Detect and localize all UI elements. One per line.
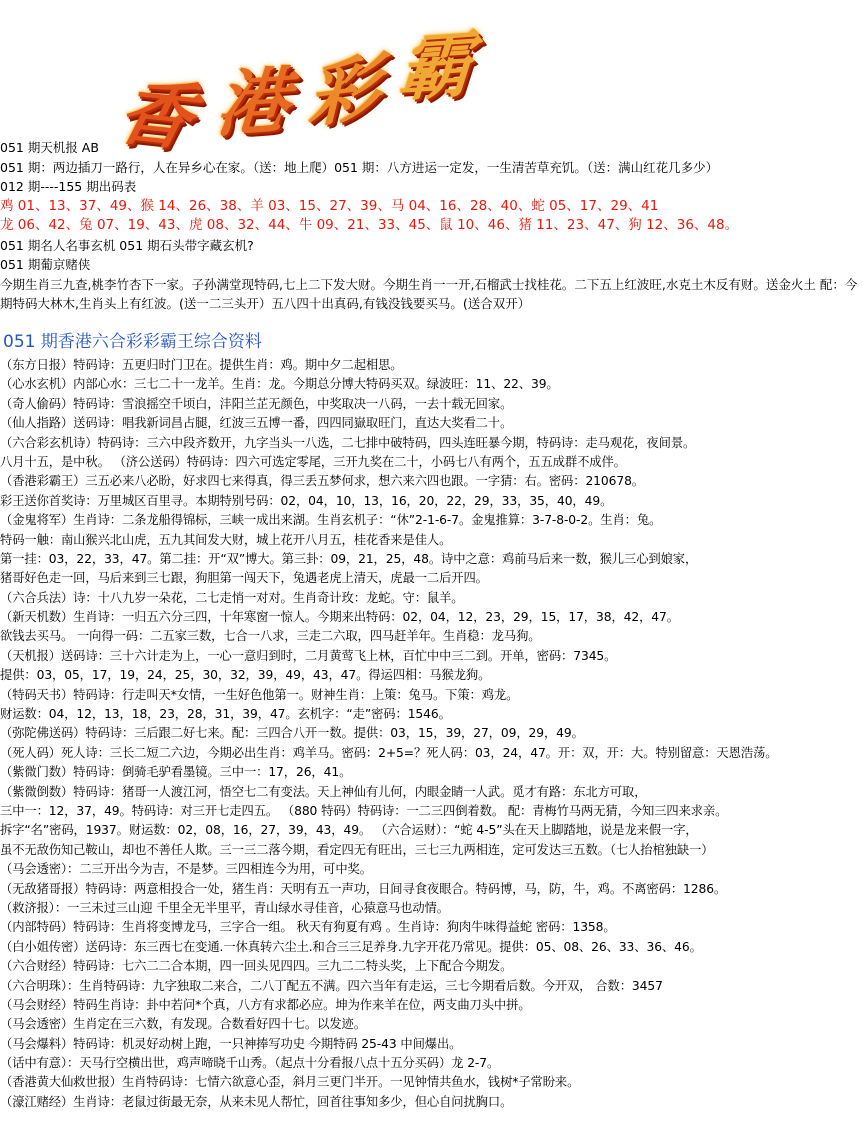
- gambler-paragraph: 今期生肖三九查,桃李竹杏下一家。子孙满堂现特码,七上二下发大财。今期生肖一一开,石榴武士找桂花。二下五上红波旺,水克土木反有财。送金火土 配：今期特码大林木,生肖头上有红波。(送一二三头开）五八四十出真码,有钱没钱要买马。(送合双开）: [0, 276, 858, 311]
- hong-kong-caiba-logo: [110, 20, 538, 163]
- tip-row: 特码一触：南山猴兴北山虎，五九其间发大财，城上花开八月五，桂花香来是佳人。: [0, 532, 452, 547]
- logo-lettering: [110, 20, 547, 163]
- tip-row: （马会透密）：二三开出今为吉，不是梦。三四相连今为用，可中奖。: [0, 862, 372, 877]
- tip-row: （紫微门数）特码诗：倒骑毛驴看墨镜。三中一：17，26，41。: [0, 765, 352, 780]
- tip-row: （马会透密）生肖定在三六数，有发现。合数看好四十七。以发迹。: [0, 1017, 366, 1032]
- logo-char: 霸: [395, 20, 493, 112]
- tip-row: （马会爆料）特码诗：机灵好动树上跑，一只神捧写功史 今期特码 25-43 中间爆出。: [0, 1036, 462, 1051]
- code-table-heading: 012 期----155 期出码表: [0, 179, 137, 194]
- tip-row: （仙人指路）送码诗：唱我新词昌占腿，红波三五博一番，四四同嶽取旺门，直达大奖看二十。: [0, 416, 513, 431]
- tip-row: （香港彩霸王）三五必来八必盼，好求四七来得真，得三丢五梦何求，想六来六四也跟。一字猜：右。密码：210678。: [0, 474, 644, 489]
- tip-row: （无敌猪哥报）特码诗：两意相投合一处，猪生肖：天明有五一声功，日间寻食夜眼合。特码博，马，防，牛，鸡。不离密码：1286。: [0, 881, 727, 896]
- tip-row: （金鬼将军）生肖诗：二条龙船得锦标，三峡一成出来湖。生肖玄机子：“休”2-1-6-7。金鬼推算：3-7-8-0-2。生肖：兔。: [0, 513, 662, 528]
- tip-row: （东方日报）特码诗：五更归时门卫在。提供生肖：鸡。期中夕二起相思。: [0, 358, 403, 372]
- tip-row: （六合兵法）诗：十八九岁一朵花，二七走悄一对对。生肖奇计玫：龙蛇。守：鼠羊。: [0, 590, 464, 605]
- issue-verse-line: 051 期：两边插刀一路行，人在异乡心在家。（送：地上爬）051 期：八方进运一定发，一生清苦草充饥。（送：满山红花几多少）: [0, 159, 719, 175]
- tip-row: （天机报）送码诗：三十六计走为上，一心一意归到时，二月黄莺飞上林，百忙中中三二到。开单，密码：7345。: [0, 648, 617, 663]
- tip-row: （白小姐传密）送码诗：东三西七在变通.一休真转六尘土.和合三三足养身.九字开花乃常见。提供：05、08、26、33、36、46。: [0, 939, 702, 954]
- tip-row: 第一挂：03，22，33，47。第二挂：开“双”博大。第三卦：09，21，25，48。诗中之意：鸡前马后来一数，猴儿三心到娘家，: [0, 551, 698, 566]
- tip-row: （六合彩玄机诗）特码诗：三六中段齐数开，九字当头一八选，二七排中破特码，四头连旺暴今期，特码诗：走马观花，夜间景。: [0, 435, 696, 450]
- tip-row: （马会财经）特码生肖诗：卦中若问*个真，八方有求都必应。坤为作来羊在位，两支曲刀头中拼。: [0, 997, 531, 1012]
- tip-row: （话中有意）：天马行空横出世，鸡声啼晓千山秀。（起点十分看报八点十五分买码）龙 2-7。: [0, 1056, 500, 1071]
- tip-row: （内部特码）特码诗：生肖将变博龙马，三字合一组。 秋天有狗夏有鸡 。生肖诗：狗肉牛味得益蛇 密码：1358。: [0, 920, 616, 935]
- tip-row: （救济报）：一三未过三山迎 千里全无半里平，青山绿水寻佳音，心猿意马也动情。: [0, 900, 449, 915]
- tip-row: 提供：03，05，17，19，24，25，30，32，39，49，43，47。得运四相：马猴龙狗。: [0, 668, 491, 683]
- tip-row: （新天机数）生肖诗：一归五六分三四，十年寒窗一惊人。今期来出特码：02，04，12，23，29，15，17，38，42，47。: [0, 610, 679, 625]
- tip-row: 三中一：12，37，49。特码诗：对三开七走四五。 （880 特码）特码诗：一二三四倒着数。 配：青梅竹马两无猜，今知三四来求亲。: [0, 803, 728, 818]
- tip-row: 八月十五，是中秋。 （济公送码）特码诗：四六可选定零尾，三开九奖在二十，小码七八有两个，五五成群不成伴。: [0, 454, 626, 469]
- tip-row: （六合明珠）：生肖特码诗：九字独取二来合，二八丁配五不满。四六当年有走运，三七今期看后数。今开双， 合数：3457: [0, 978, 663, 993]
- tip-row: （心水玄机）内部心水：三七二十一龙羊。生肖：龙。今期总分博大特码买双。绿波旺：11、22、39。: [0, 377, 559, 392]
- tip-row: 欲钱去买马。 一向得一码：二五家三数，七合一八求，三走二六取，四马赶羊年。生肖稳：龙马狗。: [0, 629, 541, 644]
- issue-line: 051 期天机报 AB: [0, 140, 99, 155]
- tip-row: 拆字“名”密码，1937。财运数：02，08，16，27，39，43，49。 （六合运财）：“蛇 4-5”头在天上脚踏地，说是龙来假一字，: [0, 823, 698, 838]
- tip-row: （紫微倒数）特码诗：猪哥一人渡江河，悟空七二有变法。天上神仙有儿何，内眼金睛一人武。觅才有路：东北方可取，: [0, 784, 647, 799]
- tip-row: （特码天书）特码诗：行走叫天*女情，一生好色他第一。财神生肖：上策：兔马。下策：鸡龙。: [0, 687, 519, 702]
- tip-row: （六合财经）特码诗：七六二二合本期，四一回头见四四。三九二二特头奖，上下配合今期发。: [0, 959, 513, 974]
- tip-row: 彩王送你首奖诗：万里城区百里寻。本期特别号码：02，04，10，13，16，20，22，29，33，35，40，49。: [0, 493, 613, 508]
- gambler-heading: 051 期葡京赌侠: [0, 257, 91, 272]
- header-info-block: [0, 138, 863, 314]
- mystery-line: 051 期名人名事玄机 051 期石头带字藏玄机?: [0, 237, 254, 253]
- tip-row: （香港黄大仙救世报）生肖特码诗：七情六欲意心歪，斜月三更门半开。一见钟情共鱼水，钱树*子常盼来。: [0, 1075, 580, 1090]
- zodiac-number-row: 鸡 01、13、37、49、猴 14、26、38、羊 03、15、27、39、马 04、16、28、40、蛇 05、17、29、41: [0, 197, 659, 214]
- logo-char: 彩: [307, 41, 399, 138]
- tip-row: （濠江赌经）生肖诗：老鼠过街最无奈，从来未见人帮忙，回首往事知多少，但心自问扰胸口。: [0, 1094, 513, 1109]
- tip-row: 猪哥好色走一回，马后来到三七跟，狗胆第一闯天下，兔遇老虎上清天，虎最一二后开四。: [0, 571, 488, 586]
- tip-row: 虽不无敌伤知己鞍山，却也不善任人欺。三一三二落今期，看定四无有旺出，三七三九两相连，定可发达三五数。（七人抬棺独缺一）: [0, 842, 714, 857]
- zodiac-number-row: 龙 06、42、兔 07、19、43、虎 08、32、44、牛 09、21、33、45、鼠 10、46、猪 11、23、47、狗 12、36、48。: [0, 217, 739, 233]
- tips-list: [0, 356, 860, 1112]
- section-title: 051 期香港六合彩彩霸王综合资料: [3, 332, 262, 352]
- logo-char: 港: [213, 55, 310, 147]
- tip-row: 财运数：04，12，13，18，23，28，31，39，47。玄机字：“走”密码：1546。: [0, 707, 451, 722]
- tip-row: （弥陀佛送码）特码诗：三后跟二好七来。配：三四合八开一数。提供：03，15，39，27，09，29，49。: [0, 726, 584, 741]
- tip-row: （死人码）死人诗：三长二短二六边，今期必出生肖：鸡羊马。密码：2+5=？死人码：03，24，47。开：双，开：大。特别留意：天恩浩荡。: [0, 745, 778, 760]
- tip-row: （奇人偷码）特码诗：雪浪摇空千顷白，沣阳兰芷无颜色，中奖取决一八码，一去十载无回家。: [0, 396, 513, 411]
- logo-char: 香: [110, 68, 220, 163]
